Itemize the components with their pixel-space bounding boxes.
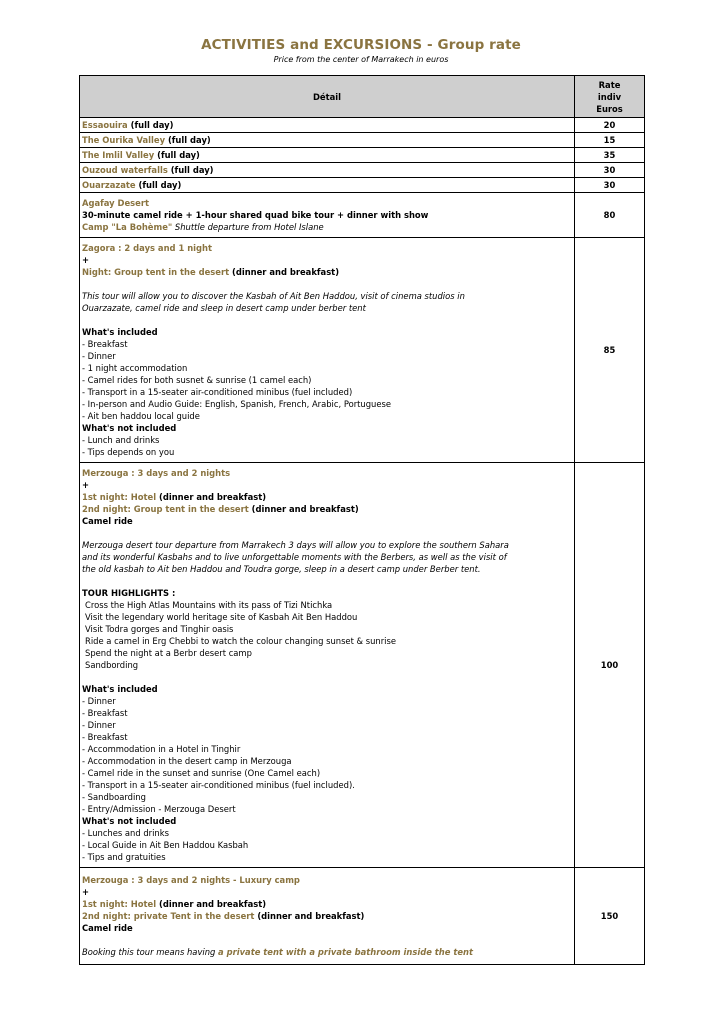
excursion-cell [80, 133, 575, 148]
detail-column-header: Détail [80, 76, 575, 118]
list-item: - Accommodation in the desert camp in Merzouga [82, 756, 292, 766]
list-item: - Camel ride in the sunset and sunrise (One Camel each) [82, 768, 321, 778]
table-row [80, 133, 645, 148]
excursion-cell [80, 163, 575, 178]
list-item: - Lunch and drinks [82, 435, 160, 445]
highlights-title: TOUR HIGHLIGHTS : [82, 588, 176, 598]
spacer [82, 314, 572, 326]
list-item: - Dinner [82, 351, 116, 361]
price-cell: 150 [575, 868, 645, 965]
plus-sign: + [82, 480, 90, 490]
excursion-duration: (full day) [165, 135, 211, 145]
list-item: - Entry/Admission - Merzouga Desert [82, 804, 236, 814]
list-item: - Accommodation in a Hotel in Tinghir [82, 744, 241, 754]
highlight-item: Spend the night at a Berbr desert camp [85, 648, 252, 658]
list-item: - In-person and Audio Guide: English, Spanish, French, Arabic, Portuguese [82, 399, 392, 409]
camp-line [82, 221, 572, 233]
highlight-item: Sandbording [85, 660, 139, 670]
page-title: ACTIVITIES and EXCURSIONS - Group rate [201, 37, 521, 53]
list-item: - 1 night accommodation [82, 363, 188, 373]
night-line [82, 491, 572, 503]
rate-header-line: indiv [597, 91, 622, 102]
list-item: - Ait ben haddou local guide [82, 411, 200, 421]
night-line [82, 910, 572, 922]
excursion-cell [80, 118, 575, 133]
list-item: - Breakfast [82, 732, 128, 742]
excursion-cell [80, 148, 575, 163]
rate-header-line: Euros [596, 103, 623, 114]
excursion-duration: (full day) [167, 165, 214, 175]
spacer [82, 934, 572, 946]
description-line: This tour will allow you to discover the Kasbah of Ait Ben Haddou, visit of cinema studios in [82, 291, 465, 301]
night-meals: (dinner and breakfast) [229, 267, 340, 277]
night-label: 1st night: Hotel [82, 899, 157, 909]
rate-header-line: Rate [598, 79, 621, 90]
excursion-name: Merzouga : 3 days and 2 nights [82, 468, 231, 478]
excursion-duration: (full day) [154, 150, 200, 160]
excursion-name: Ouzoud waterfalls [82, 165, 168, 175]
table-row-luxury [80, 868, 645, 965]
price-cell: 30 [575, 163, 645, 178]
luxury-note [82, 946, 572, 958]
price-cell: 30 [575, 178, 645, 193]
excursion-name: Agafay Desert [82, 198, 149, 208]
excursion-cell [80, 463, 575, 868]
plus-sign: + [82, 887, 90, 897]
description-line: Ouarzazate, camel ride and sleep in desert camp under berber tent [82, 303, 366, 313]
spacer [82, 575, 572, 587]
price-cell: 100 [575, 463, 645, 868]
not-included-title: What's not included [82, 423, 177, 433]
list-item: - Transport in a 15-seater air-conditioned minibus (fuel included) [82, 387, 353, 397]
table-row [80, 178, 645, 193]
list-item: - Breakfast [82, 339, 128, 349]
night-line [82, 503, 572, 515]
highlight-item: Visit Todra gorges and Tinghir oasis [85, 624, 234, 634]
not-included-title: What's not included [82, 816, 177, 826]
excursion-name: Essaouira [82, 120, 128, 130]
rate-column-header [575, 76, 645, 118]
excursion-duration: (full day) [127, 120, 174, 130]
camel-line: Camel ride [82, 516, 133, 526]
spacer [82, 527, 572, 539]
highlight-item: Ride a camel in Erg Chebbi to watch the colour changing sunset & sunrise [85, 636, 396, 646]
night-meals: (dinner and breakfast) [248, 504, 359, 514]
list-item: - Transport in a 15-seater air-conditioned minibus (fuel included). [82, 780, 355, 790]
luxury-note-highlight: a private tent with a private bathroom inside the tent [218, 947, 473, 957]
plus-sign: + [82, 255, 90, 265]
night-meals: (dinner and breakfast) [156, 492, 267, 502]
night-label: 1st night: Hotel [82, 492, 157, 502]
excursion-name: Ouarzazate [82, 180, 136, 190]
excursion-name: Zagora : 2 days and 1 night [82, 243, 212, 253]
included-title: What's included [82, 327, 158, 337]
highlight-item: Visit the legendary world heritage site of Kasbah Ait Ben Haddou [85, 612, 358, 622]
table-row [80, 148, 645, 163]
excursion-duration: (full day) [135, 180, 182, 190]
list-item: - Tips depends on you [82, 447, 175, 457]
list-item: - Dinner [82, 696, 116, 706]
luxury-note-text: Booking this tour means having [82, 947, 219, 957]
table-row-agafay [80, 193, 645, 238]
night-meals: (dinner and breakfast) [254, 911, 365, 921]
night-line [82, 266, 572, 278]
excursion-cell [80, 238, 575, 463]
excursion-name: The Imlil Valley [82, 150, 155, 160]
table-row-zagora [80, 238, 645, 463]
list-item: - Local Guide in Ait Ben Haddou Kasbah [82, 840, 249, 850]
excursion-name: The Ourika Valley [82, 135, 166, 145]
night-label: 2nd night: private Tent in the desert [82, 911, 255, 921]
description-line: Merzouga desert tour departure from Marrakech 3 days will allow you to explore the southern Sahara [82, 540, 509, 550]
price-cell: 15 [575, 133, 645, 148]
excursion-cell [80, 868, 575, 965]
list-item: - Dinner [82, 720, 116, 730]
list-item: - Tips and gratuities [82, 852, 166, 862]
price-cell: 20 [575, 118, 645, 133]
spacer [82, 278, 572, 290]
table-header-row [80, 76, 645, 118]
highlight-item: Cross the High Atlas Mountains with its pass of Tizi Ntichka [85, 600, 333, 610]
night-line [82, 898, 572, 910]
table-row [80, 118, 645, 133]
list-item: - Breakfast [82, 708, 128, 718]
excursion-summary: 30-minute camel ride + 1-hour shared quad bike tour + dinner with show [82, 210, 429, 220]
price-cell: 80 [575, 193, 645, 238]
table-row [80, 163, 645, 178]
description-line: and its wonderful Kasbahs and to live unforgettable moments with the Berbers, as well as the visit of [82, 552, 507, 562]
camp-name: Camp "La Bohème" [82, 222, 173, 232]
page-subtitle: Price from the center of Marrakech in euros [273, 55, 449, 64]
included-title: What's included [82, 684, 158, 694]
night-meals: (dinner and breakfast) [156, 899, 267, 909]
night-label: 2nd night: Group tent in the desert [82, 504, 249, 514]
rates-table [79, 75, 645, 965]
camp-note: Shuttle departure from Hotel Islane [172, 222, 324, 232]
list-item: - Sandboarding [82, 792, 146, 802]
list-item: - Camel rides for both susnet & sunrise (1 camel each) [82, 375, 312, 385]
price-cell: 85 [575, 238, 645, 463]
night-label: Night: Group tent in the desert [82, 267, 230, 277]
spacer [82, 671, 572, 683]
description-line: the old kasbah to Ait ben Haddou and Toudra gorge, sleep in a desert camp under Berber tent. [82, 564, 481, 574]
table-row-merzouga [80, 463, 645, 868]
list-item: - Lunches and drinks [82, 828, 169, 838]
excursion-name: Merzouga : 3 days and 2 nights - Luxury camp [82, 875, 300, 885]
camel-line: Camel ride [82, 923, 133, 933]
price-cell: 35 [575, 148, 645, 163]
excursion-cell [80, 178, 575, 193]
excursion-cell [80, 193, 575, 238]
